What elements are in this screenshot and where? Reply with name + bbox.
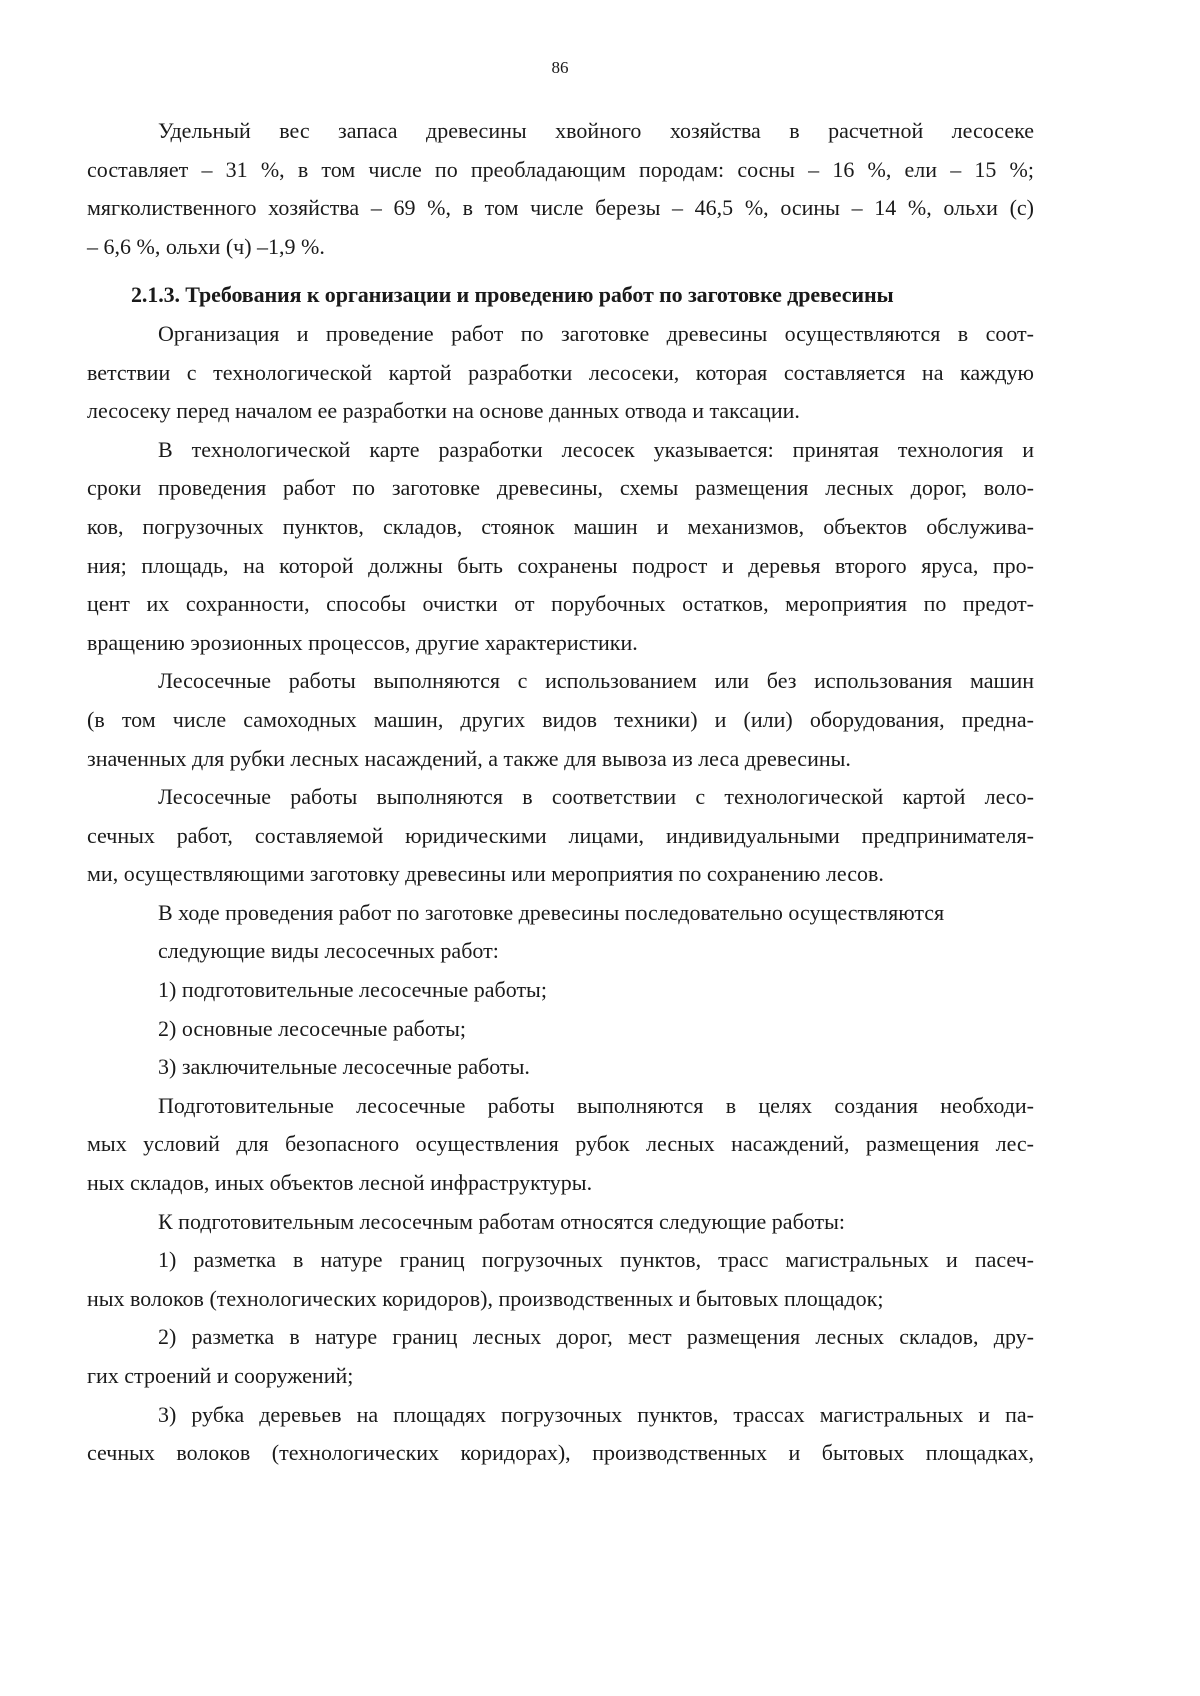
paragraph-work-types xyxy=(87,894,1034,971)
list-item-marking-roads xyxy=(87,1318,1034,1395)
text-line: ных волоков (технологических коридоров), производственных и бытовых площадок; xyxy=(87,1285,884,1311)
text-line: цент их сохранности, способы очистки от порубочных остатков, мероприятия по предот- xyxy=(87,591,1034,617)
text-line: 3) рубка деревьев на площадях погрузочных пунктов, трассах магистральных и па- xyxy=(158,1401,1034,1427)
list-item-tree-cutting xyxy=(87,1396,1034,1473)
text-line: 1) разметка в натуре границ погрузочных пунктов, трасс магистральных и пасеч- xyxy=(158,1247,1034,1273)
text-line: Лесосечные работы выполняются в соответствии с технологической картой лесо- xyxy=(158,784,1034,810)
list-work-types xyxy=(87,971,1034,1087)
text-line: следующие виды лесосечных работ: xyxy=(158,938,499,964)
text-line: В технологической карте разработки лесосек указывается: принятая технология и xyxy=(158,436,1034,462)
list-item: 1) подготовительные лесосечные работы; xyxy=(158,977,547,1003)
text-line: ветствии с технологической картой разработки лесосеки, которая составляется на каждую xyxy=(87,359,1034,385)
text-line: вращению эрозионных процессов, другие характеристики. xyxy=(87,629,638,655)
text-line: сроки проведения работ по заготовке древесины, схемы размещения лесных дорог, воло- xyxy=(87,475,1034,501)
text-line: сечных работ, составляемой юридическими лицами, индивидуальными предпринимателя- xyxy=(87,822,1034,848)
text-line: Удельный вес запаса древесины хвойного хозяйства в расчетной лесосеке xyxy=(158,118,1034,143)
text-line: Организация и проведение работ по заготовке древесины осуществляются в соот- xyxy=(158,320,1034,346)
paragraph-preparatory-list-intro xyxy=(87,1203,1034,1242)
paragraph-preparatory-purpose xyxy=(87,1087,1034,1203)
section-heading: 2.1.3. Требования к организации и проведению работ по заготовке древесины xyxy=(131,282,894,308)
list-item-marking-loading-points xyxy=(87,1241,1034,1318)
paragraph-logging-map xyxy=(87,778,1034,894)
text-line: В ходе проведения работ по заготовке древесины последовательно осуществляются xyxy=(158,899,945,925)
text-line: значенных для рубки лесных насаждений, а также для вывоза из леса древесины. xyxy=(87,745,851,771)
paragraph-wood-stock-share xyxy=(87,112,1034,266)
page-content xyxy=(87,112,1034,1473)
text-line: Лесосечные работы выполняются с использованием или без использования машин xyxy=(158,668,1034,694)
text-line: – 6,6 %, ольхи (ч) –1,9 %. xyxy=(87,233,325,259)
text-line: мягколиственного хозяйства – 69 %, в том числе березы – 46,5 %, осины – 14 %, ольхи (с) xyxy=(87,195,1034,221)
text-line: ных складов, иных объектов лесной инфраструктуры. xyxy=(87,1170,593,1196)
text-line: (в том числе самоходных машин, других видов техники) и (или) оборудования, предна- xyxy=(87,706,1034,732)
text-line: мых условий для безопасного осуществления рубок лесных насаждений, размещения лес- xyxy=(87,1131,1034,1157)
text-line: ния; площадь, на которой должны быть сохранены подрост и деревья второго яруса, про- xyxy=(87,552,1034,578)
text-line: гих строений и сооружений; xyxy=(87,1363,354,1388)
page-number: 86 xyxy=(551,58,569,77)
text-line: лесосеку перед началом ее разработки на основе данных отвода и таксации. xyxy=(87,398,800,424)
text-line: ми, осуществляющими заготовку древесины или мероприятия по сохранению лесов. xyxy=(87,861,884,887)
text-line: ков, погрузочных пунктов, складов, стоянок машин и механизмов, объектов обслужива- xyxy=(87,513,1034,539)
list-item: 3) заключительные лесосечные работы. xyxy=(158,1054,530,1080)
text-line: 2) разметка в натуре границ лесных дорог, мест размещения лесных складов, дру- xyxy=(158,1324,1034,1350)
text-line: Подготовительные лесосечные работы выполняются в целях создания необходи- xyxy=(158,1092,1034,1118)
text-line: составляет – 31 %, в том числе по преобладающим породам: сосны – 16 %, ели – 15 %; xyxy=(87,156,1034,182)
list-item: 2) основные лесосечные работы; xyxy=(158,1015,467,1041)
paragraph-logging-machines xyxy=(87,662,1034,778)
text-line: сечных волоков (технологических коридорах), производственных и бытовых площадках, xyxy=(87,1440,1034,1466)
paragraph-technology-map xyxy=(87,431,1034,663)
paragraph-organization xyxy=(87,315,1034,431)
text-line: К подготовительным лесосечным работам относятся следующие работы: xyxy=(158,1208,845,1234)
